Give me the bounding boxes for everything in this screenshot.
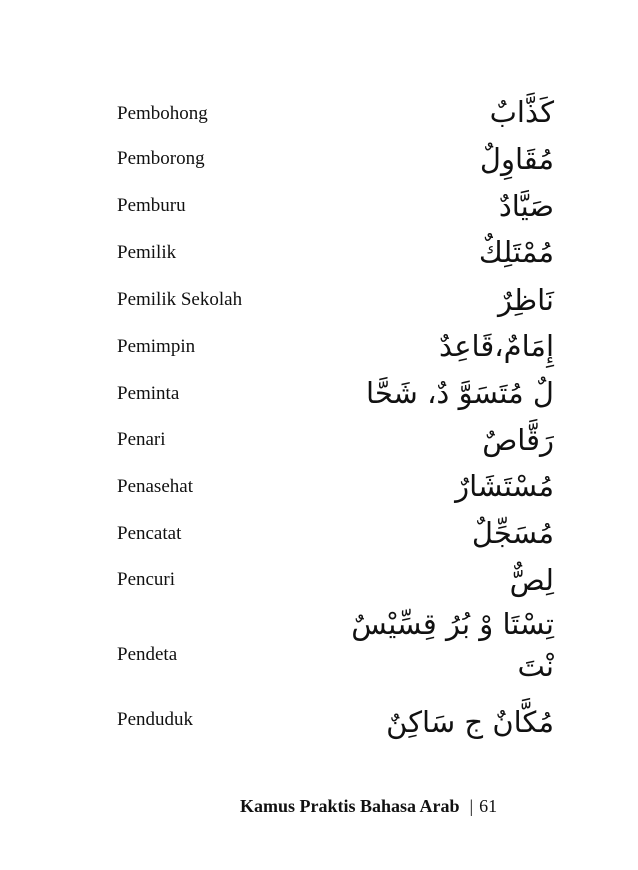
indonesian-word: Penasehat — [117, 476, 193, 497]
indonesian-word: Pemborong — [117, 148, 205, 169]
arabic-word: مُكَّانٌ ج سَاكِنٌ — [386, 705, 554, 739]
indonesian-word: Penduduk — [117, 709, 193, 730]
indonesian-word: Pemburu — [117, 195, 186, 216]
indonesian-word: Peminta — [117, 383, 180, 404]
book-title: Kamus Praktis Bahasa Arab — [240, 796, 460, 816]
arabic-word-continuation: نْتَ — [517, 649, 554, 683]
arabic-word: مُمْتَلِكٌ — [478, 235, 554, 269]
page-footer — [240, 795, 497, 817]
arabic-word: نَاظِرٌ — [498, 283, 554, 317]
arabic-word: مُقَاوِلٌ — [479, 142, 554, 176]
indonesian-word: Pencuri — [117, 569, 176, 590]
indonesian-word: Pendeta — [117, 644, 178, 665]
indonesian-word: Penari — [117, 429, 166, 450]
arabic-word: لِصٌّ — [509, 563, 554, 597]
indonesian-word: Pemimpin — [117, 336, 196, 357]
page-number: 61 — [479, 796, 498, 816]
arabic-word: كَذَّابٌ — [489, 95, 554, 129]
arabic-word: إِمَامٌ،قَاعِدٌ — [439, 329, 554, 363]
arabic-word: مُسَجِّلٌ — [471, 516, 554, 550]
indonesian-word: Pemilik — [117, 242, 177, 263]
arabic-word: تِسْتَا وْ بُرُ قِسِّيْسٌ — [351, 607, 554, 641]
indonesian-word: Pencatat — [117, 523, 182, 544]
footer-separator: | — [469, 796, 474, 816]
arabic-word: رَقَّاصٌ — [482, 423, 554, 457]
indonesian-word: Pemilik Sekolah — [117, 289, 243, 310]
arabic-word: لٌ مُتَسَوَّ دٌ، شَحَّا — [366, 376, 554, 410]
arabic-word: مُسْتَشَارٌ — [455, 469, 554, 503]
indonesian-word: Pembohong — [117, 103, 208, 124]
arabic-word: صَيَّادٌ — [498, 189, 554, 223]
